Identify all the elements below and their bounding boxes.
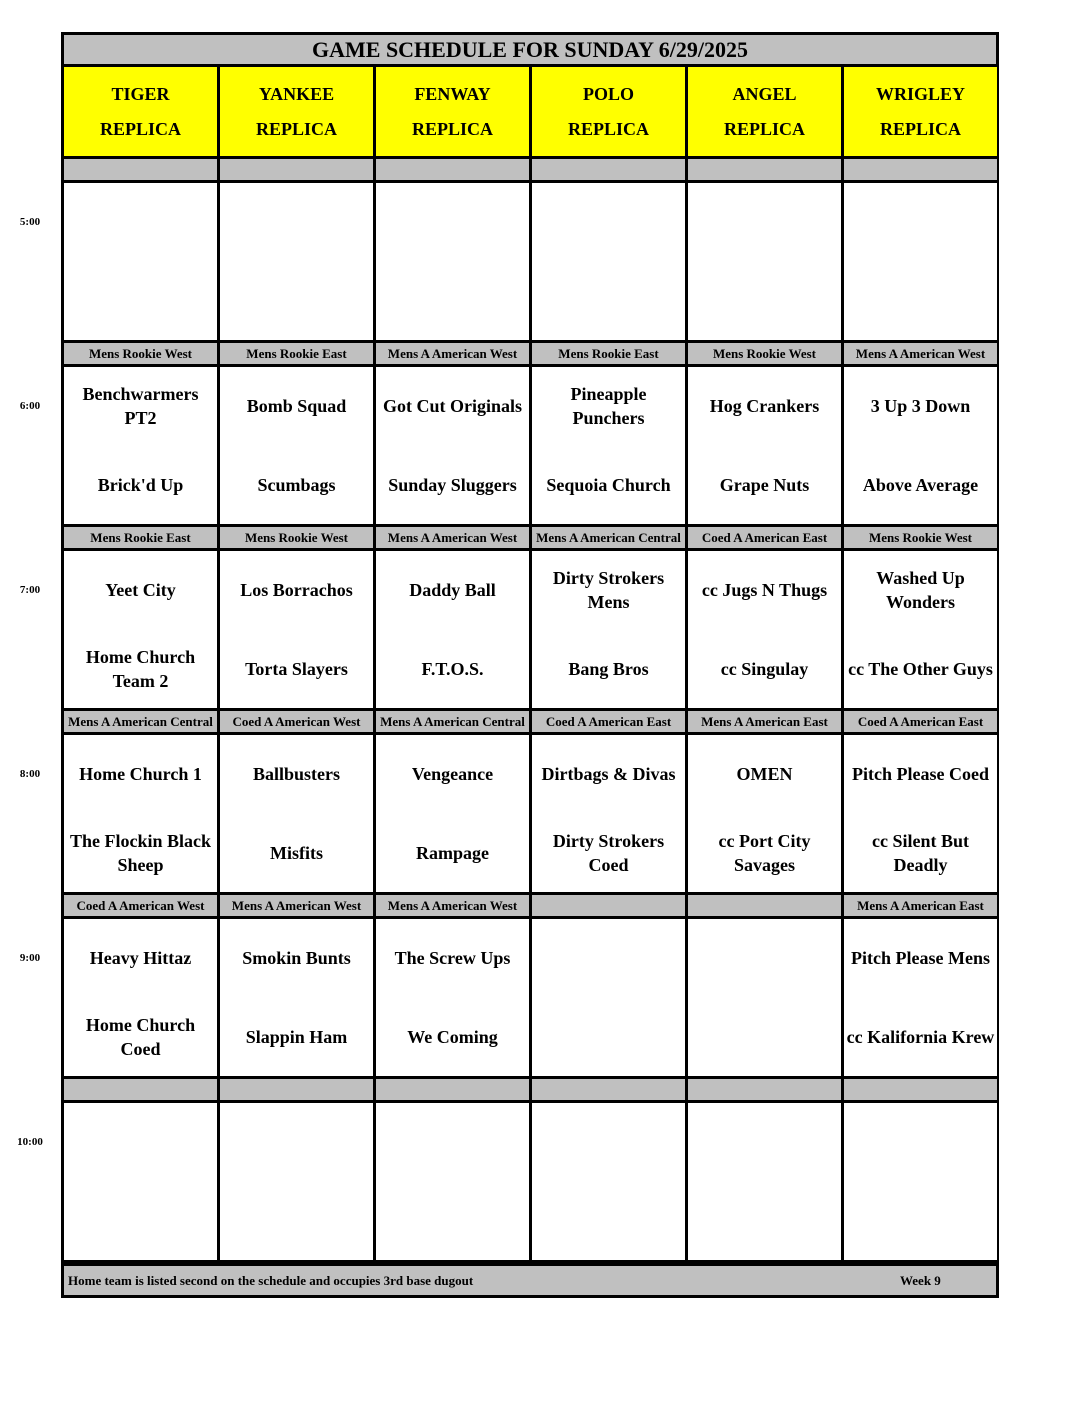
division-label: Mens A American West: [220, 895, 373, 916]
away-team: Bomb Squad: [246, 396, 347, 417]
field-header-angel: [688, 67, 841, 156]
field-header-wrigley: [844, 67, 997, 156]
away-team: [532, 919, 685, 998]
game-cell: [532, 551, 685, 708]
field-name: WRIGLEY: [875, 83, 965, 104]
home-team: [64, 262, 217, 341]
division-label: Coed A American West: [64, 895, 217, 916]
time-label: 8:00: [19, 768, 41, 780]
home-team: Home Church Team 2: [85, 646, 196, 691]
game-cell: [376, 183, 529, 340]
time-label: 6:00: [19, 400, 41, 412]
division-label: [844, 159, 997, 180]
home-team: [376, 1182, 529, 1261]
division-label: [64, 159, 217, 180]
field-header-fenway: [376, 67, 529, 156]
away-team: [844, 1103, 997, 1182]
field-subtitle: REPLICA: [723, 118, 805, 139]
game-cell: [64, 367, 217, 524]
away-team: Pitch Please Mens: [851, 948, 990, 969]
time-label: 7:00: [19, 584, 41, 596]
field-subtitle: REPLICA: [879, 118, 961, 139]
week-label: Week 9: [900, 1272, 941, 1288]
division-label: Mens Rookie East: [532, 343, 685, 364]
home-team: [376, 262, 529, 341]
away-team: Ballbusters: [252, 764, 340, 785]
home-team: [220, 262, 373, 341]
division-label: Mens Rookie West: [844, 527, 997, 548]
game-cell: [844, 367, 997, 524]
away-team: Heavy Hittaz: [89, 948, 192, 969]
page-title: GAME SCHEDULE FOR SUNDAY 6/29/2025: [64, 35, 996, 64]
division-label: Coed A American West: [220, 711, 373, 732]
game-cell: [688, 1103, 841, 1260]
away-team: [844, 183, 997, 262]
game-cell: [844, 183, 997, 340]
field-name: ANGEL: [732, 83, 797, 104]
away-team: 3 Up 3 Down: [870, 396, 971, 417]
division-label: Mens Rookie East: [220, 343, 373, 364]
field-subtitle: REPLICA: [567, 118, 649, 139]
game-cell: [532, 919, 685, 1076]
away-team: OMEN: [736, 764, 793, 785]
game-cell: [532, 183, 685, 340]
division-label: Mens A American West: [844, 343, 997, 364]
field-name: YANKEE: [258, 83, 335, 104]
home-team: [220, 1182, 373, 1261]
division-label: [376, 159, 529, 180]
away-team: Daddy Ball: [409, 580, 496, 601]
away-team: [688, 183, 841, 262]
game-cell: [64, 1103, 217, 1260]
home-team: Sequoia Church: [546, 474, 671, 495]
division-label: [688, 1079, 841, 1100]
field-header-yankee: [220, 67, 373, 156]
home-team: Brick'd Up: [97, 474, 184, 495]
home-team: Scumbags: [257, 474, 336, 495]
division-label: Mens Rookie West: [688, 343, 841, 364]
game-cell: [844, 735, 997, 892]
home-team: [688, 262, 841, 341]
home-team: [532, 1182, 685, 1261]
away-team: Pineapple Punchers: [570, 384, 647, 429]
home-team: Dirty Strokers Coed: [552, 830, 665, 875]
home-team: Home Church Coed: [85, 1014, 196, 1059]
division-label: Mens Rookie East: [64, 527, 217, 548]
home-team: [844, 262, 997, 341]
away-team: Washed Up Wonders: [876, 568, 965, 613]
game-cell: [220, 1103, 373, 1260]
game-cell: [376, 551, 529, 708]
game-cell: [376, 735, 529, 892]
game-cell: [688, 735, 841, 892]
home-team: cc Silent But Deadly: [872, 830, 969, 875]
game-cell: [844, 919, 997, 1076]
away-team: [64, 1103, 217, 1182]
away-team: The Screw Ups: [394, 948, 511, 969]
division-label: [532, 895, 685, 916]
away-team: Benchwarmers PT2: [82, 384, 199, 429]
home-team: [688, 998, 841, 1077]
away-team: [220, 183, 373, 262]
away-team: [688, 1103, 841, 1182]
away-team: Smokin Bunts: [242, 948, 351, 969]
division-label: Mens A American West: [376, 343, 529, 364]
home-team: Misfits: [270, 842, 323, 863]
game-cell: [64, 551, 217, 708]
home-team: [532, 998, 685, 1077]
field-header-polo: [532, 67, 685, 156]
home-team: [532, 262, 685, 341]
game-cell: [688, 183, 841, 340]
division-label: [532, 1079, 685, 1100]
away-team: [532, 1103, 685, 1182]
home-team: cc Singulay: [720, 658, 809, 679]
game-cell: [532, 735, 685, 892]
field-subtitle: REPLICA: [255, 118, 337, 139]
home-team: Above Average: [862, 474, 979, 495]
away-team: Got Cut Originals: [382, 396, 522, 417]
division-label: Coed A American East: [844, 711, 997, 732]
game-cell: [64, 183, 217, 340]
home-team: We Coming: [407, 1026, 498, 1047]
away-team: Home Church 1: [79, 764, 202, 785]
away-team: [532, 183, 685, 262]
away-team: Vengeance: [411, 764, 494, 785]
away-team: Yeet City: [105, 580, 176, 601]
home-team: [688, 1182, 841, 1261]
division-label: [688, 159, 841, 180]
away-team: Dirtbags & Divas: [541, 764, 676, 785]
division-label: Mens A American Central: [376, 711, 529, 732]
schedule-grid: [61, 32, 999, 1298]
division-label: Mens Rookie West: [64, 343, 217, 364]
home-team: Slappin Ham: [245, 1026, 348, 1047]
home-team: [844, 1182, 997, 1261]
game-cell: [64, 919, 217, 1076]
game-cell: [376, 1103, 529, 1260]
division-label: Mens A American Central: [64, 711, 217, 732]
division-label: Coed A American East: [532, 711, 685, 732]
division-label: Coed A American East: [688, 527, 841, 548]
away-team: [376, 183, 529, 262]
home-team: Rampage: [416, 842, 489, 863]
game-cell: [688, 367, 841, 524]
away-team: [376, 1103, 529, 1182]
home-team: cc Port City Savages: [718, 830, 811, 875]
away-team: Los Borrachos: [240, 580, 353, 601]
home-team: The Flockin Black Sheep: [69, 830, 212, 875]
division-label: [844, 1079, 997, 1100]
game-cell: [688, 919, 841, 1076]
game-cell: [844, 1103, 997, 1260]
division-label: [688, 895, 841, 916]
game-cell: [220, 551, 373, 708]
division-label: Mens A American Central: [532, 527, 685, 548]
away-team: Hog Crankers: [709, 396, 820, 417]
home-team: Bang Bros: [568, 658, 649, 679]
game-cell: [220, 183, 373, 340]
home-team: cc Kalifornia Krew: [846, 1026, 995, 1047]
division-label: [64, 1079, 217, 1100]
footer-note: Home team is listed second on the schedule and occupies 3rd base dugout: [68, 1272, 474, 1288]
time-label: 9:00: [19, 952, 41, 964]
home-team: Torta Slayers: [245, 658, 348, 679]
field-name: FENWAY: [414, 83, 491, 104]
division-label: [376, 1079, 529, 1100]
field-header-tiger: [64, 67, 217, 156]
division-label: [220, 1079, 373, 1100]
game-cell: [376, 919, 529, 1076]
division-label: Mens A American East: [688, 711, 841, 732]
field-name: TIGER: [111, 83, 170, 104]
away-team: [64, 183, 217, 262]
away-team: [220, 1103, 373, 1182]
game-cell: [376, 367, 529, 524]
away-team: [688, 919, 841, 998]
home-team: F.T.O.S.: [421, 658, 484, 679]
division-label: [220, 159, 373, 180]
away-team: Dirty Strokers Mens: [552, 568, 665, 613]
footer-bar: [64, 1266, 996, 1295]
division-label: [532, 159, 685, 180]
home-team: [64, 1182, 217, 1261]
field-subtitle: REPLICA: [411, 118, 493, 139]
home-team: Grape Nuts: [719, 474, 810, 495]
home-team: Sunday Sluggers: [388, 474, 517, 495]
game-cell: [844, 551, 997, 708]
field-name: POLO: [582, 83, 634, 104]
game-cell: [532, 367, 685, 524]
division-label: Mens A American East: [844, 895, 997, 916]
away-team: cc Jugs N Thugs: [701, 580, 828, 601]
division-label: Mens A American West: [376, 527, 529, 548]
time-label: 10:00: [17, 1136, 43, 1148]
game-cell: [688, 551, 841, 708]
game-cell: [532, 1103, 685, 1260]
division-label: Mens A American West: [376, 895, 529, 916]
game-cell: [220, 919, 373, 1076]
away-team: Pitch Please Coed: [852, 764, 989, 785]
division-label: Mens Rookie West: [220, 527, 373, 548]
time-label: 5:00: [19, 216, 41, 228]
field-subtitle: REPLICA: [99, 118, 181, 139]
game-cell: [64, 735, 217, 892]
game-cell: [220, 735, 373, 892]
home-team: cc The Other Guys: [848, 658, 993, 679]
game-cell: [220, 367, 373, 524]
